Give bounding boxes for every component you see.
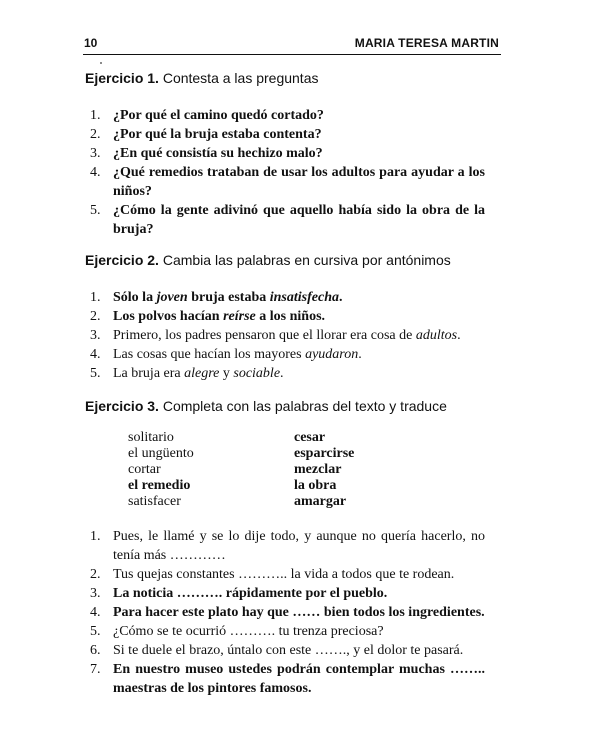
item-number: 2. xyxy=(90,309,101,324)
list-item xyxy=(90,106,485,125)
item-number: 5. xyxy=(90,366,101,381)
item-text: La bruja era alegre y sociable. xyxy=(113,366,284,381)
list-item xyxy=(90,565,485,584)
item-number: 4. xyxy=(90,605,101,620)
item-number: 1. xyxy=(90,529,101,544)
ink-speck xyxy=(100,62,102,64)
italic-word: reírse xyxy=(223,309,256,324)
exercise-3-title xyxy=(85,398,447,414)
word: el ungüento xyxy=(128,446,194,461)
list-item xyxy=(90,641,485,660)
list-item xyxy=(90,201,485,239)
exercise-3-label: Ejercicio 3. xyxy=(85,398,159,414)
item-number: 2. xyxy=(90,127,101,142)
item-number: 5. xyxy=(90,624,101,639)
item-number: 1. xyxy=(90,290,101,305)
word: cortar xyxy=(128,462,161,477)
word: el remedio xyxy=(128,478,191,493)
item-number: 1. xyxy=(90,108,101,123)
exercise-3-instruction: Completa con las palabras del texto y traduce xyxy=(162,398,447,414)
list-item xyxy=(90,125,485,144)
word: amargar xyxy=(294,494,347,509)
list-item xyxy=(90,584,485,603)
item-text: Sólo la joven bruja estaba insatisfecha. xyxy=(113,290,343,305)
exercise-1-title xyxy=(85,70,318,86)
item-text: Si te duele el brazo, úntalo con este ……., y el dolor te pasará. xyxy=(113,643,464,658)
exercise-2-instruction: Cambia las palabras en cursiva por antónimos xyxy=(162,252,451,268)
word: esparcirse xyxy=(294,446,355,461)
list-item xyxy=(90,660,485,698)
item-text: Para hacer este plato hay que …… bien todos los ingredientes. xyxy=(113,605,485,620)
list-item xyxy=(90,345,485,364)
item-text: ¿En qué consistía su hechizo malo? xyxy=(113,146,323,161)
item-number: 3. xyxy=(90,586,101,601)
item-number: 7. xyxy=(90,662,101,677)
exercise-1-instruction: Contesta a las preguntas xyxy=(162,70,319,86)
page-number: 10 xyxy=(84,36,98,50)
item-number: 3. xyxy=(90,146,101,161)
item-text: Las cosas que hacían los mayores ayudaron. xyxy=(113,347,362,362)
italic-word: ayudaron xyxy=(305,347,359,362)
exercise-3-list xyxy=(90,527,485,698)
item-number: 6. xyxy=(90,643,101,658)
item-text: ¿Por qué el camino quedó cortado? xyxy=(113,108,324,123)
item-number: 4. xyxy=(90,347,101,362)
list-item xyxy=(90,527,485,565)
word: solitario xyxy=(128,430,174,445)
exercise-1-label: Ejercicio 1. xyxy=(85,70,159,86)
word: la obra xyxy=(294,478,337,493)
list-item xyxy=(90,288,485,307)
exercise-1-list xyxy=(90,106,485,239)
word: mezclar xyxy=(294,462,342,477)
word-bank-left-column xyxy=(128,430,194,510)
item-text: La noticia ………. rápidamente por el pueblo. xyxy=(113,586,388,601)
exercise-2-list xyxy=(90,288,485,383)
item-text: Tus quejas constantes ……….. la vida a todos que te rodean. xyxy=(113,567,455,582)
item-number: 5. xyxy=(90,203,101,218)
item-text: Pues, le llamé y se lo dije todo, y aunque no quería hacerlo, no tenía más ………… xyxy=(113,529,485,563)
list-item xyxy=(90,144,485,163)
list-item xyxy=(90,163,485,201)
running-header xyxy=(83,32,501,55)
italic-word: joven xyxy=(156,290,188,305)
list-item xyxy=(90,603,485,622)
author-name: MARIA TERESA MARTIN xyxy=(354,36,499,50)
word-bank-right-column xyxy=(294,430,354,510)
list-item xyxy=(90,364,485,383)
italic-word: insatisfecha xyxy=(269,290,339,305)
item-text: ¿Cómo se te ocurrió ………. tu trenza preciosa? xyxy=(113,624,384,639)
exercise-2-title xyxy=(85,252,451,268)
item-text: Primero, los padres pensaron que el llorar era cosa de adultos. xyxy=(113,328,461,343)
item-number: 4. xyxy=(90,165,101,180)
italic-word: adultos xyxy=(415,328,458,343)
item-text: ¿Qué remedios trataban de usar los adultos para ayudar a los niños? xyxy=(113,165,485,199)
item-text: ¿Cómo la gente adivinó que aquello había sido la obra de la bruja? xyxy=(113,203,485,237)
word: satisfacer xyxy=(128,494,181,509)
item-text: Los polvos hacían reírse a los niños. xyxy=(113,309,326,324)
item-text: En nuestro museo ustedes podrán contemplar muchas …….. maestras de los pintores famosos. xyxy=(113,662,485,696)
word: cesar xyxy=(294,430,326,445)
item-number: 2. xyxy=(90,567,101,582)
list-item xyxy=(90,622,485,641)
list-item xyxy=(90,307,485,326)
italic-word: sociable xyxy=(233,366,281,381)
item-text: ¿Por qué la bruja estaba contenta? xyxy=(113,127,322,142)
italic-word: alegre xyxy=(184,366,220,381)
exercise-2-label: Ejercicio 2. xyxy=(85,252,159,268)
item-number: 3. xyxy=(90,328,101,343)
list-item xyxy=(90,326,485,345)
